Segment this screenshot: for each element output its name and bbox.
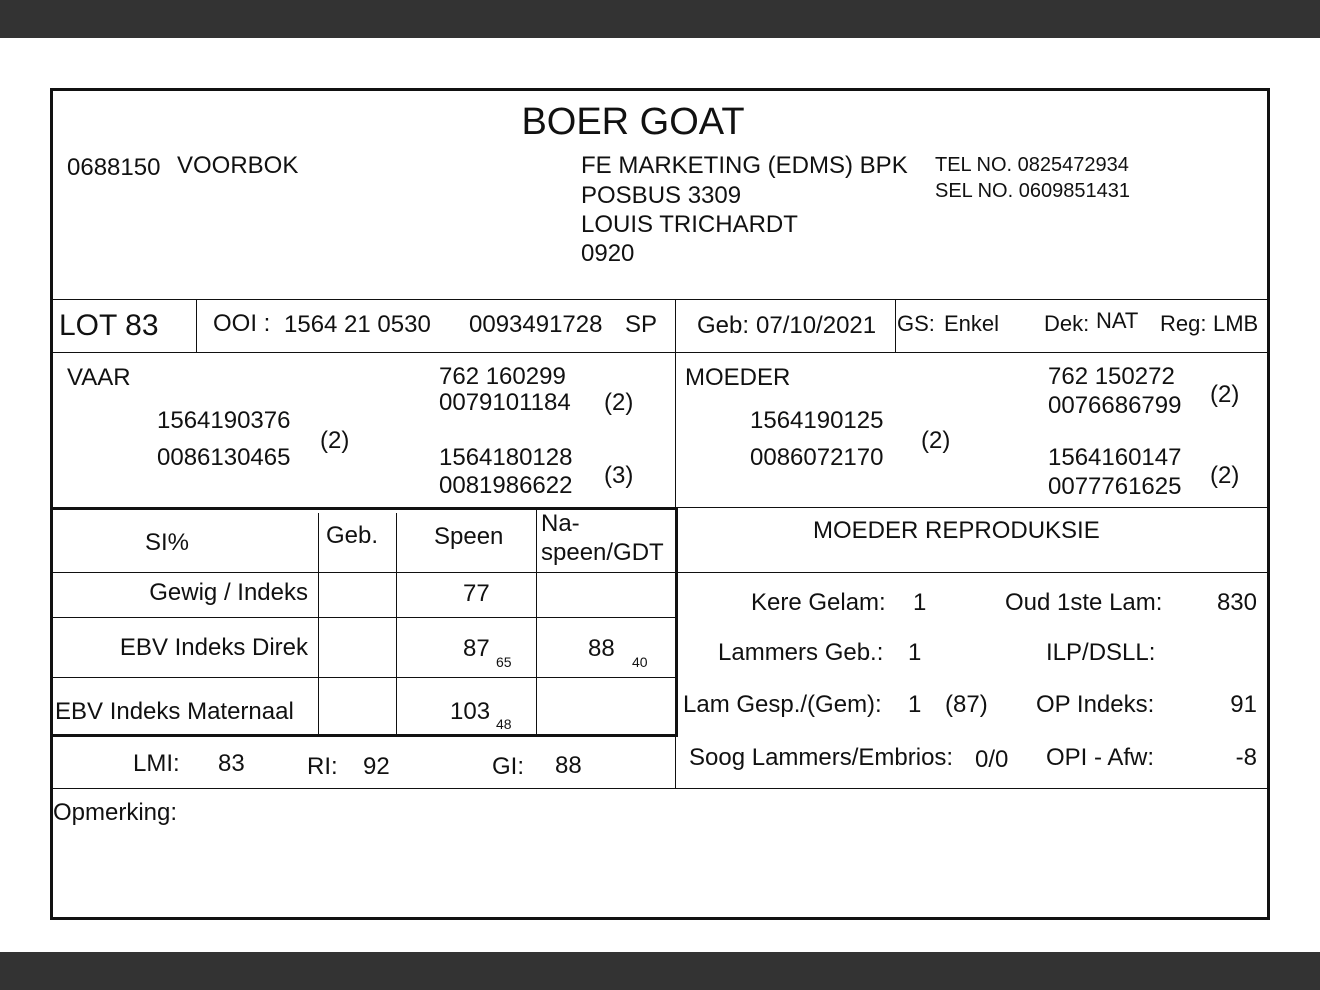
- gs-label: GS:: [897, 311, 935, 336]
- divider-geb-gs: [895, 299, 896, 352]
- row-maternaal-label: EBV Indeks Maternaal: [55, 698, 294, 725]
- geb-label: Geb:: [697, 312, 750, 339]
- moeder-id: 1564190125: [750, 407, 884, 434]
- moeder-sire-number: 0076686799: [1048, 392, 1182, 419]
- soog-value: 0/0: [975, 746, 1009, 773]
- opi-label: OPI - Afw:: [1046, 744, 1155, 771]
- ooi-id: 1564 21 0530: [284, 311, 431, 338]
- vaar-count: (2): [320, 427, 350, 454]
- lam-gesp-value: 1: [908, 691, 922, 718]
- divider-col-speen: [396, 513, 397, 734]
- vaar-sire-number: 0079101184: [439, 389, 571, 416]
- row-gewig-label: Gewig / Indeks: [149, 579, 308, 606]
- ri-value: 92: [363, 753, 390, 780]
- ooi-number: 0093491728: [469, 311, 603, 338]
- divider-indices: [53, 788, 1267, 789]
- row-gewig-speen: 77: [463, 580, 490, 607]
- row-direk-speen-sub: 65: [496, 654, 512, 670]
- ooi-label: OOI :: [213, 310, 271, 337]
- divider-table-header: [53, 572, 1267, 573]
- lammers-geb-value: 1: [908, 639, 922, 666]
- geb-date: 07/10/2021: [756, 312, 877, 339]
- divider-pedigree-left: [53, 507, 677, 510]
- seller-name: FE MARKETING (EDMS) BPK: [581, 152, 908, 179]
- row-maternaal-speen-sub: 48: [496, 716, 512, 732]
- lot-number: LOT 83: [59, 309, 159, 342]
- top-border-bar: [0, 0, 1320, 38]
- seller-address: POSBUS 3309: [581, 182, 742, 209]
- ooi-code: SP: [625, 311, 658, 338]
- header-geb: Geb.: [326, 522, 379, 549]
- lammers-geb-label: Lammers Geb.:: [718, 639, 884, 666]
- header-naspeen-line2: speen/GDT: [541, 539, 664, 566]
- vaar-label: VAAR: [67, 364, 131, 391]
- opi-value: -8: [1235, 744, 1257, 771]
- op-label: OP Indeks:: [1036, 691, 1155, 718]
- divider-col-naspeen: [536, 507, 537, 734]
- bottom-border-bar: [0, 952, 1320, 990]
- kere-gelam-label: Kere Gelam:: [751, 589, 886, 616]
- seller-tel: TEL NO. 0825472934: [935, 154, 1129, 176]
- divider-lot-row: [53, 352, 1267, 353]
- vaar-sire-count: (2): [604, 389, 634, 416]
- kere-gelam-value: 1: [913, 589, 927, 616]
- divider-table-right: [675, 507, 678, 737]
- divider-pedigree-right: [675, 507, 1267, 508]
- moeder-label: MOEDER: [685, 364, 791, 391]
- vaar-dam-count: (3): [604, 462, 634, 489]
- animal-class: VOORBOK: [177, 152, 299, 179]
- gi-value: 88: [555, 752, 582, 779]
- row-direk-speen: 87: [463, 635, 490, 662]
- op-value: 91: [1230, 691, 1257, 718]
- reg-label: Reg:: [1160, 311, 1207, 336]
- lam-gesp-avg: (87): [945, 691, 988, 718]
- moeder-number: 0086072170: [750, 444, 884, 471]
- moeder-sire-count: (2): [1210, 381, 1240, 408]
- vaar-dam-id: 1564180128: [439, 444, 573, 471]
- divider-header: [53, 299, 1267, 300]
- row-direk-naspeen-sub: 40: [632, 654, 648, 670]
- boer-goat-card: [50, 88, 1270, 920]
- soog-label: Soog Lammers/Embrios:: [689, 744, 954, 771]
- reproduction-title: MOEDER REPRODUKSIE: [813, 517, 1100, 544]
- seller-postal-code: 0920: [581, 240, 635, 267]
- divider-row-direk: [53, 677, 675, 678]
- dek-value: NAT: [1096, 308, 1139, 333]
- divider-lot-ooi: [196, 299, 197, 352]
- row-direk-naspeen: 88: [588, 635, 615, 662]
- row-direk-label: EBV Indeks Direk: [119, 634, 308, 661]
- ri-label: RI:: [307, 753, 338, 780]
- reg-value: LMB: [1213, 311, 1259, 336]
- dek-label: Dek:: [1044, 311, 1090, 336]
- vaar-dam-number: 0081986622: [439, 472, 573, 499]
- header-speen: Speen: [434, 523, 504, 550]
- oud-label: Oud 1ste Lam:: [1005, 589, 1163, 616]
- divider-col-geb: [318, 513, 319, 734]
- oud-value: 830: [1216, 589, 1257, 616]
- lmi-value: 83: [218, 750, 245, 777]
- moeder-count: (2): [921, 427, 951, 454]
- gi-label: GI:: [492, 753, 525, 780]
- card-title: BOER GOAT: [521, 101, 745, 143]
- animal-id: 0688150: [67, 154, 161, 181]
- divider-row-gewig: [53, 617, 675, 618]
- divider-row-maternaal: [53, 734, 677, 737]
- vaar-sire-id: 762 160299: [439, 363, 566, 390]
- row-maternaal-speen: 103: [450, 698, 491, 725]
- seller-town: LOUIS TRICHARDT: [581, 211, 798, 238]
- moeder-sire-id: 762 150272: [1048, 363, 1175, 390]
- gs-value: Enkel: [944, 311, 1000, 336]
- moeder-dam-number: 0077761625: [1048, 473, 1182, 500]
- lmi-label: LMI:: [133, 750, 180, 777]
- lam-gesp-label: Lam Gesp./(Gem):: [683, 691, 882, 718]
- moeder-dam-id: 1564160147: [1048, 444, 1182, 471]
- ilp-label: ILP/DSLL:: [1046, 639, 1156, 666]
- header-si: SI%: [145, 529, 190, 556]
- vaar-number: 0086130465: [157, 444, 291, 471]
- vaar-id: 1564190376: [157, 407, 291, 434]
- seller-sel: SEL NO. 0609851431: [935, 180, 1130, 202]
- header-naspeen-line1: Na-: [541, 510, 580, 537]
- moeder-dam-count: (2): [1210, 462, 1240, 489]
- remarks-label: Opmerking:: [53, 799, 178, 826]
